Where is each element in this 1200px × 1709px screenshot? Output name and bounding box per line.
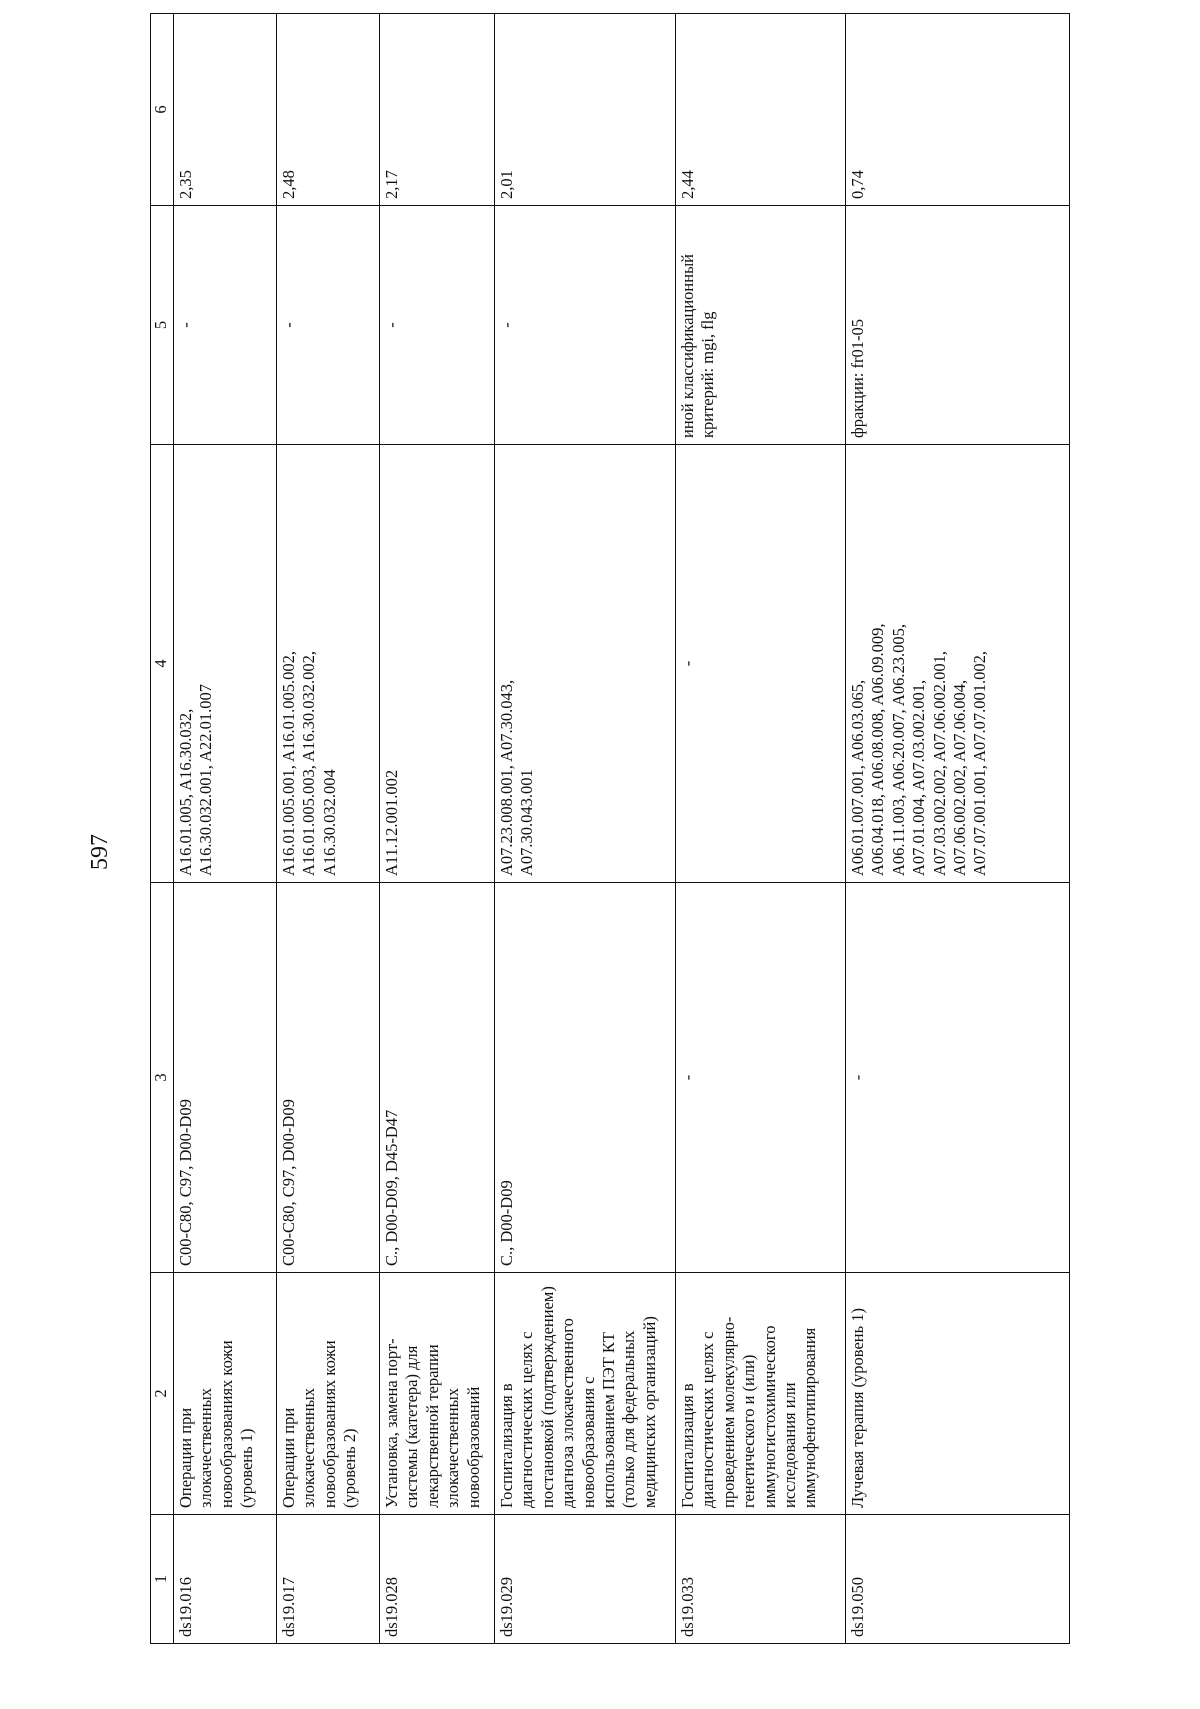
cell-other-criteria: - — [174, 206, 277, 445]
cell-other-criteria: - — [380, 206, 495, 445]
cell-coefficient: 2,01 — [495, 14, 676, 206]
cell-services: A16.01.005.001, A16.01.005.002, A16.01.005.003, A16.30.032.002, A16.30.032.004 — [277, 445, 380, 883]
cell-coefficient: 0,74 — [846, 14, 1070, 206]
header-col-6: 6 — [151, 14, 174, 206]
table-row — [174, 14, 277, 1644]
table-row — [380, 14, 495, 1644]
cell-coefficient: 2,44 — [676, 14, 846, 206]
cell-diagnosis: C., D00-D09, D45-D47 — [380, 883, 495, 1273]
tariff-table — [150, 13, 1070, 1644]
cell-name: Лучевая терапия (уровень 1) — [846, 1273, 1070, 1515]
header-col-4: 4 — [151, 445, 174, 883]
cell-code: ds19.028 — [380, 1515, 495, 1644]
cell-other-criteria: - — [495, 206, 676, 445]
cell-code: ds19.017 — [277, 1515, 380, 1644]
cell-other-criteria: иной классификационный критерий: mgi, flg — [676, 206, 846, 445]
cell-diagnosis: - — [846, 883, 1070, 1273]
table-row — [676, 14, 846, 1644]
cell-other-criteria: фракции: fr01-05 — [846, 206, 1070, 445]
cell-diagnosis: - — [676, 883, 846, 1273]
cell-coefficient: 2,48 — [277, 14, 380, 206]
table-header-row — [151, 14, 174, 1644]
cell-code: ds19.029 — [495, 1515, 676, 1644]
cell-name: Операции при злокачественных новообразованиях кожи (уровень 2) — [277, 1273, 380, 1515]
cell-diagnosis: C00-C80, C97, D00-D09 — [277, 883, 380, 1273]
cell-name: Госпитализация в диагностических целях с проведением молекулярно- генетического и (или) иммуногистохимического исследования или иммунофенотипирования — [676, 1273, 846, 1515]
page-number: 597 — [87, 834, 113, 870]
cell-other-criteria: - — [277, 206, 380, 445]
cell-services: - — [676, 445, 846, 883]
cell-coefficient: 2,17 — [380, 14, 495, 206]
cell-name: Госпитализация в диагностических целях с постановкой (подтверждением) диагноза злокачественного новообразования с использованием ПЭТ КТ (только для федеральных медицинских организаций) — [495, 1273, 676, 1515]
cell-coefficient: 2,35 — [174, 14, 277, 206]
cell-name: Операции при злокачественных новообразованиях кожи (уровень 1) — [174, 1273, 277, 1515]
cell-name: Установка, замена порт- системы (катетера) для лекарственной терапии злокачественных новообразований — [380, 1273, 495, 1515]
cell-code: ds19.016 — [174, 1515, 277, 1644]
cell-services: A07.23.008.001, A07.30.043, A07.30.043.001 — [495, 445, 676, 883]
table-row — [277, 14, 380, 1644]
table-row — [495, 14, 676, 1644]
table-row — [846, 14, 1070, 1644]
cell-services: A11.12.001.002 — [380, 445, 495, 883]
cell-code: ds19.033 — [676, 1515, 846, 1644]
cell-diagnosis: C00-C80, C97, D00-D09 — [174, 883, 277, 1273]
header-col-3: 3 — [151, 883, 174, 1273]
rotated-table-wrapper — [150, 68, 1070, 1644]
cell-diagnosis: C., D00-D09 — [495, 883, 676, 1273]
cell-services: A16.01.005, A16.30.032, A16.30.032.001, A22.01.007 — [174, 445, 277, 883]
header-col-5: 5 — [151, 206, 174, 445]
header-col-2: 2 — [151, 1273, 174, 1515]
cell-services: A06.01.007.001, A06.03.065, A06.04.018, A06.08.008, A06.09.009, A06.11.003, A06.20.007, A06.23.005, A07.01.004, A07.03.002.001, A07.03.002.002, A07.06.002.001, A07.06.002.002, A07.06.004, A07.07.001.001, A07.07.001.002, — [846, 445, 1070, 883]
cell-code: ds19.050 — [846, 1515, 1070, 1644]
header-col-1: 1 — [151, 1515, 174, 1644]
